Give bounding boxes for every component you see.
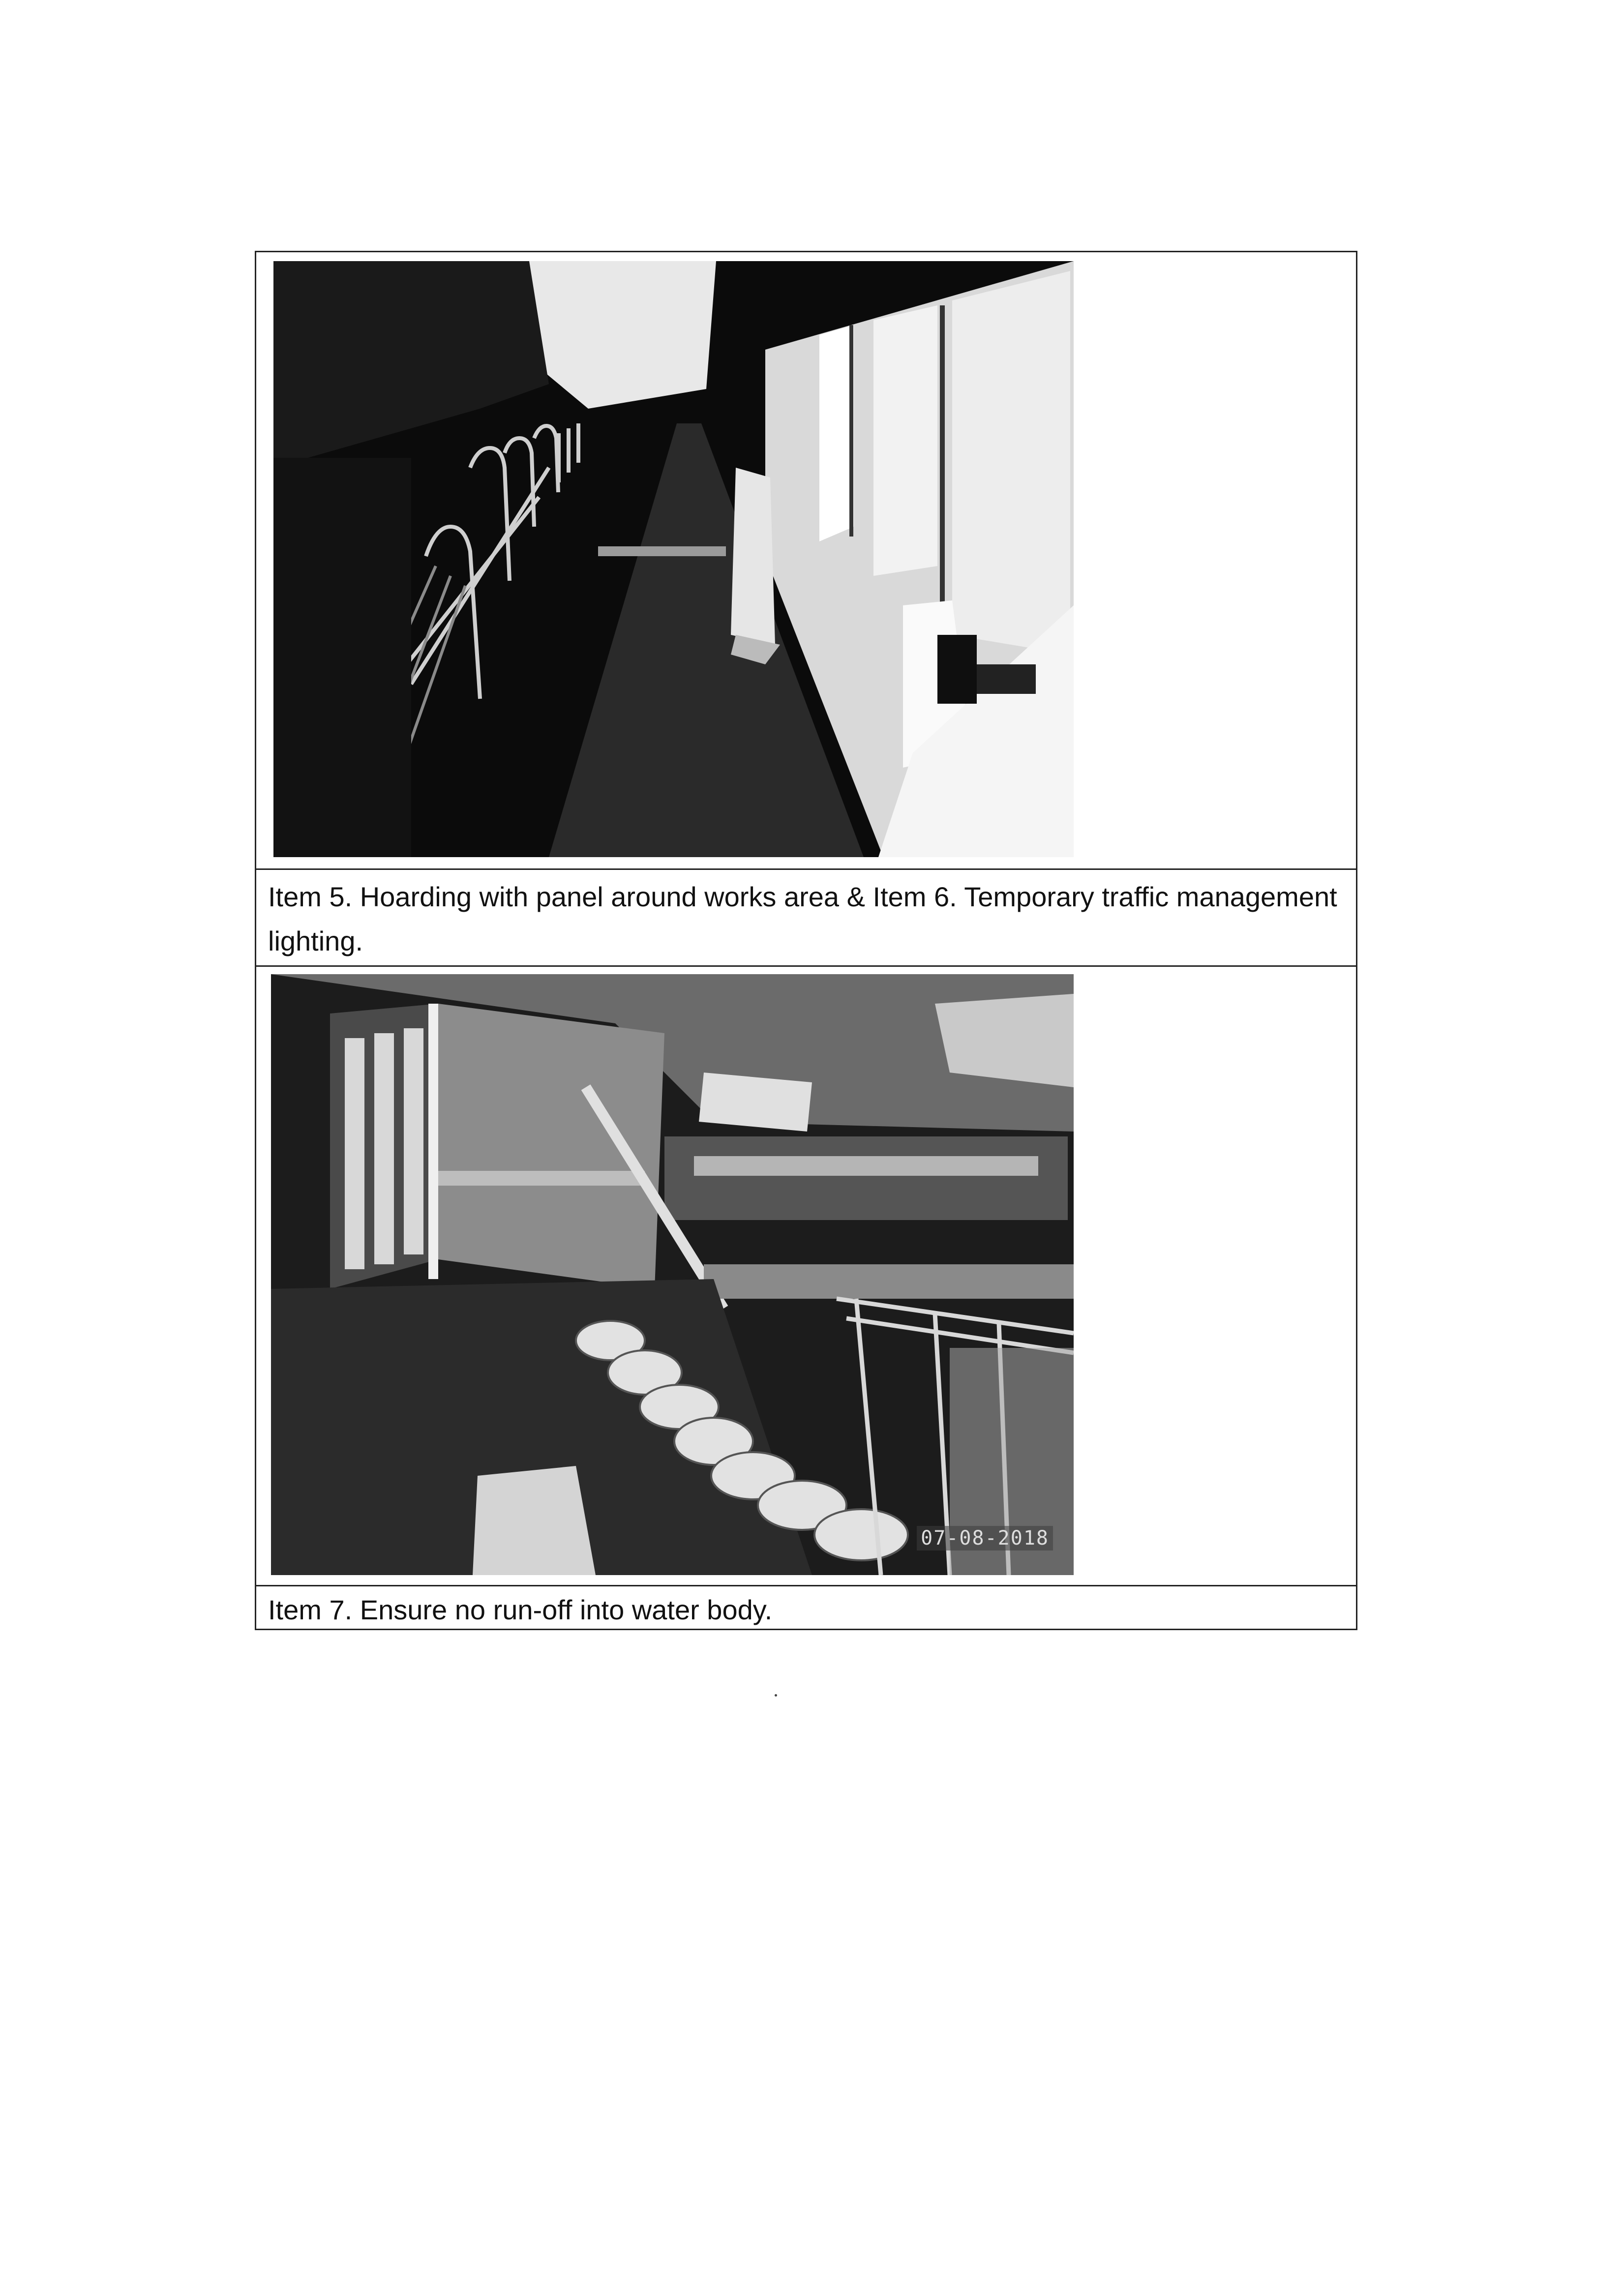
photo-riverbank-works <box>271 974 1074 1575</box>
photo-cell-item-7 <box>256 967 1356 1586</box>
caption-item-5-6: Item 5. Hoarding with panel around works area & Item 6. Temporary traffic management lighting. <box>256 870 1356 967</box>
photo-cell-item-5-6 <box>256 252 1356 870</box>
photo-date-stamp: 07-08-2018 <box>917 1526 1053 1551</box>
photo-record-table <box>255 251 1357 1630</box>
caption-item-7: Item 7. Ensure no run-off into water body. <box>268 1594 773 1625</box>
photo-hoarding-walkway <box>273 261 1074 857</box>
scan-speck <box>775 1694 777 1697</box>
